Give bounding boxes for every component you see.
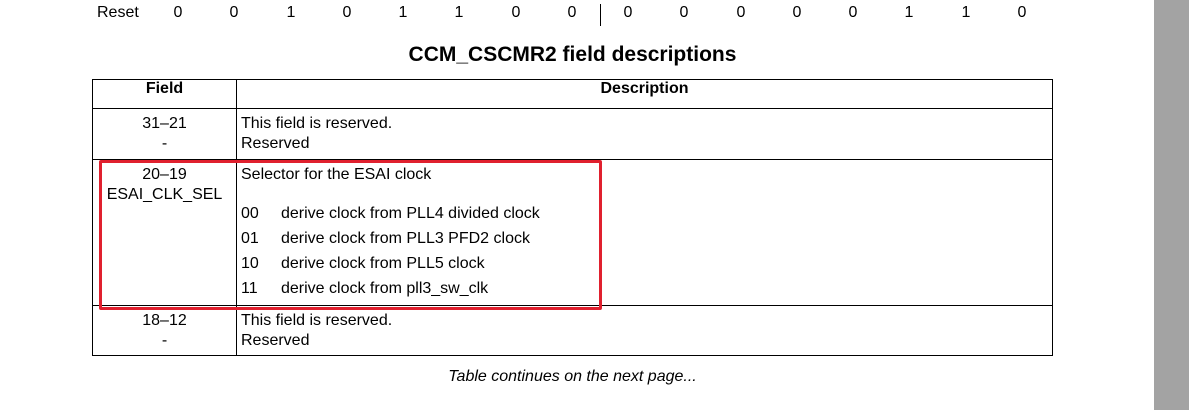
- table-row: [93, 306, 1053, 356]
- option-code: 10: [241, 255, 259, 272]
- field-descriptions-table: [92, 79, 1053, 356]
- description-column-header: Description: [237, 80, 1053, 109]
- description-cell: [237, 109, 1053, 160]
- reset-bit: 0: [229, 4, 239, 21]
- reset-bit: 1: [454, 4, 464, 21]
- table-title: CCM_CSCMR2 field descriptions: [408, 43, 737, 66]
- reset-bit: 0: [623, 4, 633, 21]
- field-range: 31–21: [142, 115, 187, 132]
- reset-bit: 0: [567, 4, 577, 21]
- reset-bit: 0: [848, 4, 858, 21]
- field-cell: [93, 160, 237, 306]
- reset-bit: 0: [792, 4, 802, 21]
- description-text: Reserved: [241, 135, 310, 152]
- option-code: 11: [241, 280, 258, 297]
- description-cell: [237, 160, 1053, 306]
- reset-bit: 0: [342, 4, 352, 21]
- option-code: 01: [241, 230, 259, 247]
- field-name: ESAI_CLK_SEL: [106, 186, 223, 203]
- continuation-note: Table continues on the next page...: [448, 368, 697, 385]
- description-text: This field is reserved.: [241, 115, 393, 132]
- option-text: derive clock from PLL5 clock: [281, 255, 485, 272]
- reset-label: Reset: [97, 4, 139, 21]
- option-item: [241, 276, 1048, 301]
- table-row: [93, 160, 1053, 306]
- description-text: Reserved: [241, 332, 310, 349]
- reset-bit: 1: [904, 4, 914, 21]
- reset-bit: 0: [511, 4, 521, 21]
- reset-bit: 0: [736, 4, 746, 21]
- field-column-header: Field: [93, 80, 237, 109]
- option-list: [241, 201, 1048, 301]
- option-item: [241, 226, 1048, 251]
- option-item: [241, 251, 1048, 276]
- field-name: -: [161, 332, 168, 349]
- table-row: [93, 109, 1053, 160]
- description-text: This field is reserved.: [241, 312, 393, 329]
- reset-bit: 1: [961, 4, 971, 21]
- description-cell: [237, 306, 1053, 356]
- reset-bit: 0: [1017, 4, 1027, 21]
- field-cell: [93, 109, 237, 160]
- reset-bit: 1: [398, 4, 408, 21]
- reset-bit: 0: [679, 4, 689, 21]
- field-range: 20–19: [142, 166, 187, 183]
- field-range: 18–12: [142, 312, 187, 329]
- reset-bit: 0: [173, 4, 183, 21]
- vertical-scrollbar[interactable]: [1154, 0, 1189, 410]
- option-text: derive clock from pll3_sw_clk: [281, 280, 489, 297]
- field-name: -: [161, 135, 168, 152]
- option-item: [241, 201, 1048, 226]
- option-code: 00: [241, 205, 259, 222]
- reset-divider: [600, 4, 601, 26]
- option-text: derive clock from PLL3 PFD2 clock: [281, 230, 530, 247]
- field-cell: [93, 306, 237, 356]
- option-text: derive clock from PLL4 divided clock: [281, 205, 540, 222]
- reset-bit: 1: [286, 4, 296, 21]
- description-text: Selector for the ESAI clock: [241, 166, 432, 183]
